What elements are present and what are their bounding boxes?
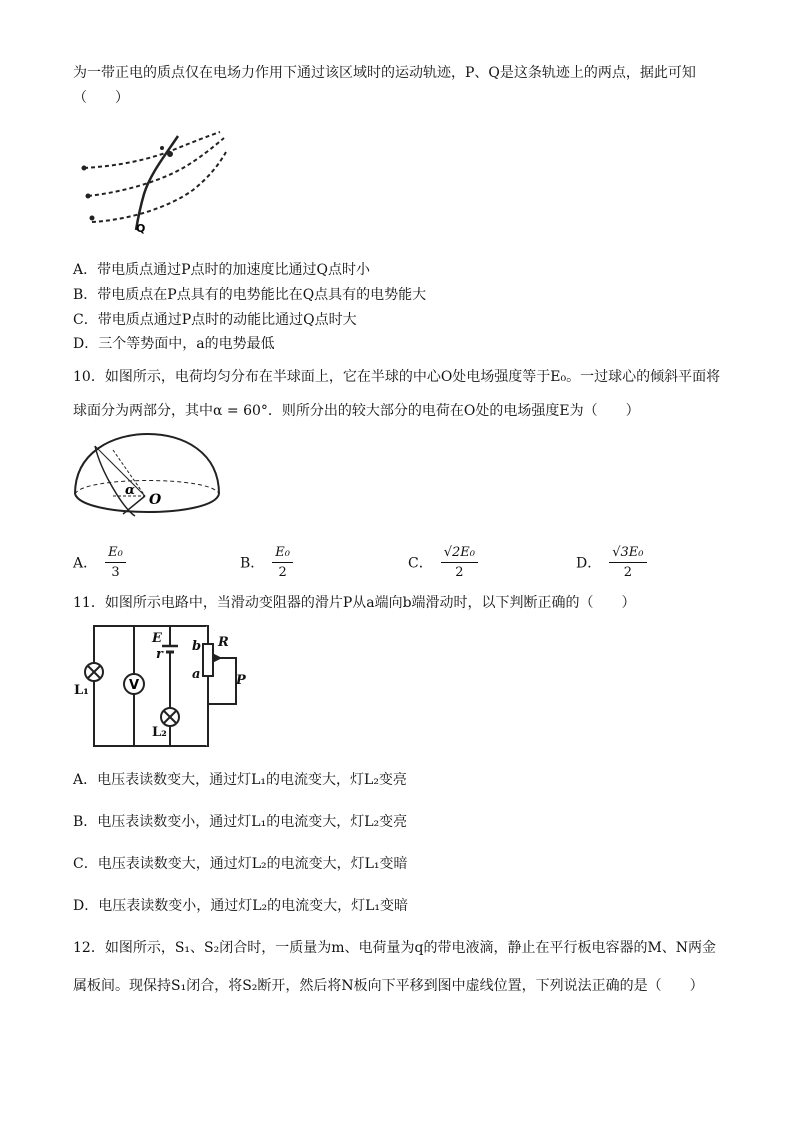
- q11-option-c: C．电压表读数变大，通过灯L₂的电流变大，灯L₁变暗: [73, 856, 408, 872]
- q10-label-alpha: α: [125, 483, 136, 498]
- q10-option-b: B． $\frac{\text{E₀}}{2}$: [240, 545, 293, 580]
- q10-option-a: A． $\frac{\text{E₀}}{3}$: [73, 545, 126, 580]
- trajectory-curve: [136, 136, 178, 230]
- q10-option-d: D． $\frac{\text{√3E₀}}{2}$: [576, 545, 647, 580]
- q9-field-figure: [78, 130, 228, 240]
- label-e: E: [152, 631, 162, 646]
- q9-stem-line1: 为一带正电的质点仅在电场力作用下通过该区域时的运动轨迹，P、Q是这条轨迹上的两点，据此可知: [73, 65, 696, 81]
- q12-stem-line2: 属板间。现保持S₁闭合，将S₂断开，然后将N板向下平移到图中虚线位置，下列说法正确的是（ ）: [73, 978, 704, 994]
- hemisphere-base-front: [75, 494, 219, 512]
- q9-label-q: Q: [136, 222, 146, 235]
- q9-option-d: D．三个等势面中，a的电势最低: [73, 336, 275, 352]
- label-l1: L₁: [74, 683, 89, 698]
- q10-label-o: O: [149, 492, 162, 508]
- circuit-frame: [94, 626, 208, 746]
- label-b: b: [192, 639, 202, 654]
- q11-stem: 11．如图所示电路中，当滑动变阻器的滑片P从a端向b端滑动时，以下判断正确的（ ）: [73, 595, 636, 611]
- voltmeter-icon: [124, 674, 144, 694]
- label-p: P: [236, 673, 246, 688]
- label-r: r: [156, 647, 163, 662]
- q11-option-a: A．电压表读数变大，通过灯L₁的电流变大，灯L₂变亮: [73, 772, 407, 788]
- label-a: a: [192, 667, 201, 682]
- label-rheostat: R: [218, 635, 229, 650]
- q9-option-c: C．带电质点通过P点时的动能比通过Q点时大: [73, 312, 357, 328]
- q11-circuit-figure: [70, 622, 250, 750]
- q10-stem-line2: 球面分为两部分，其中α = 60°．则所分出的较大部分的电荷在O处的电场强度E为（ ）: [73, 403, 640, 419]
- q11-option-d: D．电压表读数变小，通过灯L₂的电流变大，灯L₁变暗: [73, 898, 409, 914]
- q9-option-a: A．带电质点通过P点时的加速度比通过Q点时小: [73, 262, 371, 278]
- q12-stem-line1: 12．如图所示，S₁、S₂闭合时，一质量为m、电荷量为q的带电液滴，静止在平行板电容器的M、N两金: [73, 940, 717, 956]
- hemisphere-base-back: [75, 481, 219, 495]
- q10-option-c: C． $\frac{\text{√2E₀}}{2}$: [408, 545, 478, 580]
- label-l2: L₂: [152, 725, 167, 740]
- q9-option-b: B．带电质点在P点具有的电势能比在Q点具有的电势能大: [73, 287, 427, 303]
- lamp-l1-icon: [85, 663, 103, 681]
- lamp-l2-icon: [161, 708, 179, 726]
- q11-option-b: B．电压表读数变小，通过灯L₁的电流变大，灯L₂变亮: [73, 814, 408, 830]
- equipotential-line-a: [84, 132, 220, 168]
- q10-hemisphere-figure: [73, 432, 223, 524]
- q10-stem-line1: 10．如图所示，电荷均匀分布在半球面上，它在半球的中心O处电场强度等于E₀。一过球心的倾斜平面将: [73, 369, 721, 385]
- svg-text:V: V: [128, 678, 140, 693]
- q9-stem-line2: （ ）: [73, 90, 129, 106]
